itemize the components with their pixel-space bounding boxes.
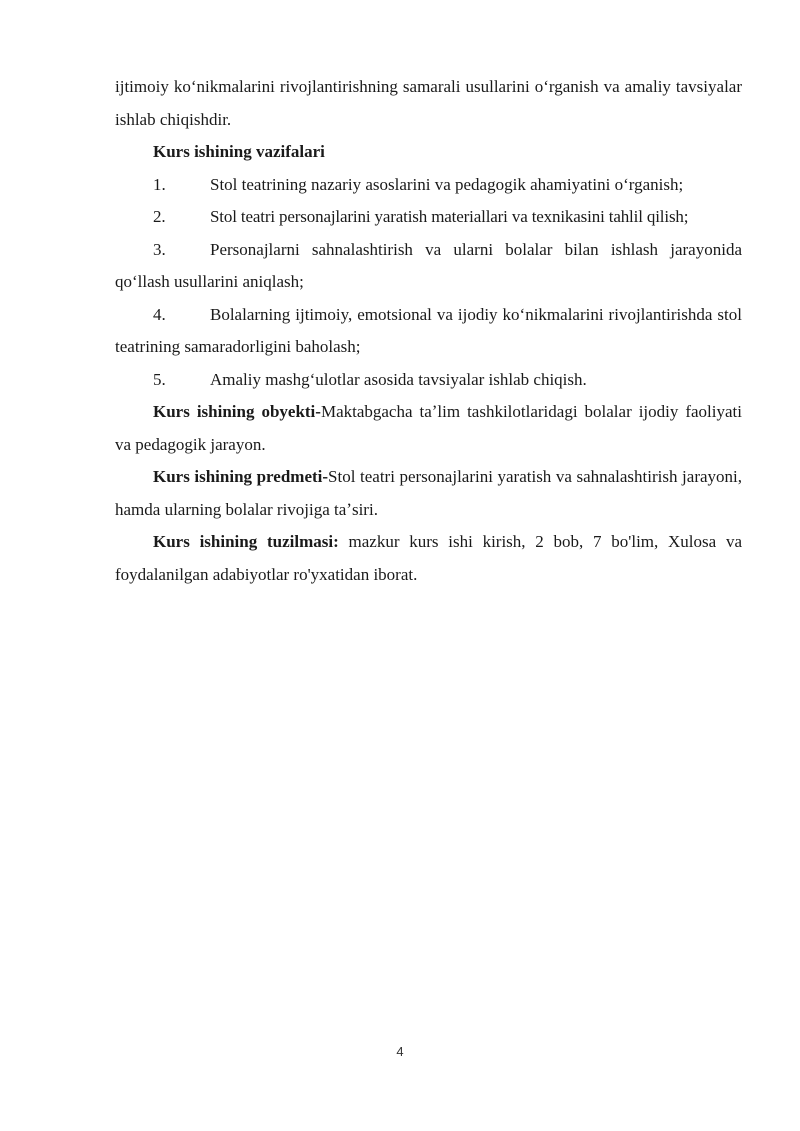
page-number: 4 <box>396 1044 404 1059</box>
structure-label: Kurs ishining tuzilmasi: <box>153 532 339 551</box>
task-item-1 <box>115 169 742 202</box>
subject-text: Stol teatri personajlarini yaratish va sahnalashtirish jarayoni, hamda ularning bolalar rivojiga taʼsiri. <box>115 467 742 519</box>
task-item-5 <box>115 364 742 397</box>
task-text: Amaliy mashgʻulotlar asosida tavsiyalar ishlab chiqish. <box>210 369 587 389</box>
task-number: 2. <box>153 207 166 226</box>
task-number: 5. <box>153 369 166 389</box>
object-label: Kurs ishining obyekti- <box>153 402 321 421</box>
task-number: 3. <box>153 239 166 259</box>
task-text: Stol teatrining nazariy asoslarini va pedagogik ahamiyatini oʻrganish; <box>210 174 684 194</box>
task-number: 1. <box>153 174 166 194</box>
object-paragraph <box>115 396 742 461</box>
object-text: Maktabgacha taʼlim tashkilotlaridagi bolalar ijodiy faoliyati va pedagogik jarayon. <box>115 402 742 454</box>
tasks-heading: Kurs ishining vazifalari <box>153 142 325 161</box>
task-item-4 <box>115 299 742 364</box>
task-text: Personajlarni sahnalashtirish va ularni bolalar bilan ishlash jarayonida qoʻllash usullarini aniqlash; <box>115 239 742 291</box>
task-text: Stol teatri personajlarini yaratish materiallari va texnikasini tahlil qilish; <box>210 207 689 226</box>
task-item-2 <box>115 201 742 234</box>
subject-paragraph <box>115 461 742 526</box>
subject-label: Kurs ishining predmeti- <box>153 467 329 486</box>
intro-paragraph: ijtimoiy koʻnikmalarini rivojlantirishning samarali usullarini oʻrganish va amaliy tavsiyalar ishlab chiqishdir. <box>115 77 742 129</box>
task-number: 4. <box>153 304 166 324</box>
task-item-3 <box>115 234 742 299</box>
document-page <box>115 71 742 591</box>
structure-text: mazkur kurs ishi kirish, 2 bob, 7 bo'lim, Xulosa va foydalanilgan adabiyotlar ro'yxatidan iborat. <box>115 532 742 584</box>
task-text: Bolalarning ijtimoiy, emotsional va ijodiy koʻnikmalarini rivojlantirishda stol teatrining samaradorligini baholash; <box>115 304 742 356</box>
structure-paragraph <box>115 526 742 591</box>
